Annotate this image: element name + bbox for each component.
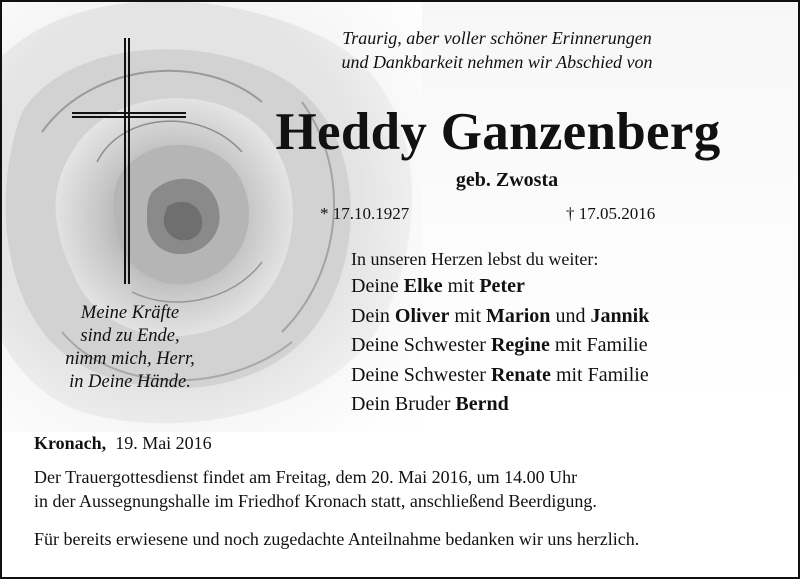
service-line-1: Der Trauergottesdienst findet am Freitag, dem 20. Mai 2016, um 14.00 Uhr xyxy=(34,467,578,487)
service-info xyxy=(34,465,597,513)
service-line-2: in der Aussegnungshalle im Friedhof Kronach statt, anschließend Beerdigung. xyxy=(34,491,597,511)
verse-line: Meine Kräfte xyxy=(80,303,180,323)
deceased-name: Heddy Ganzenberg xyxy=(275,103,721,161)
birth-date: * 17.10.1927 xyxy=(320,204,410,223)
mourner-text: mit xyxy=(442,275,480,297)
birth-name: geb. Zwosta xyxy=(455,169,559,191)
mourner-text: und xyxy=(550,304,591,327)
place-date xyxy=(34,432,212,454)
mourner-line xyxy=(351,272,649,302)
mourner-text: Dein Bruder xyxy=(351,393,456,415)
mourner-line xyxy=(351,331,649,361)
verse-line: nimm mich, Herr, xyxy=(65,349,195,369)
mourner-name: Elke xyxy=(403,275,443,297)
mourner-line xyxy=(351,361,649,391)
place: Kronach, xyxy=(34,433,107,453)
cross-icon xyxy=(72,38,188,288)
mourners-intro: In unseren Herzen lebst du weiter: xyxy=(351,249,599,269)
mourner-text: mit Familie xyxy=(549,334,648,356)
verse xyxy=(32,302,228,394)
mourner-name: Peter xyxy=(479,275,525,297)
mourner-text: Deine Schwester xyxy=(351,363,491,386)
mourner-name: Oliver xyxy=(394,304,450,327)
mourner-name: Marion xyxy=(486,304,551,327)
mourner-text: Deine xyxy=(351,275,404,297)
intro-line-1: Traurig, aber voller schöner Erinnerungen xyxy=(342,28,652,48)
mourner-line xyxy=(351,302,649,332)
notice-date: 19. Mai 2016 xyxy=(115,433,212,453)
intro-text xyxy=(292,26,702,74)
mourner-line xyxy=(351,390,649,420)
mourner-text: Deine Schwester xyxy=(351,334,491,356)
mourner-name: Jannik xyxy=(590,304,650,327)
verse-line: sind zu Ende, xyxy=(80,326,180,346)
mourner-text: Dein xyxy=(351,304,395,327)
mourner-name: Renate xyxy=(490,363,551,386)
mourner-name: Regine xyxy=(490,334,550,356)
verse-line: in Deine Hände. xyxy=(69,372,191,392)
mourner-text: mit xyxy=(449,304,486,327)
death-date: † 17.05.2016 xyxy=(566,204,656,223)
mourner-text: mit Familie xyxy=(550,363,649,386)
mourner-name: Bernd xyxy=(455,393,509,415)
intro-line-2: und Dankbarkeit nehmen wir Abschied von xyxy=(341,52,653,72)
mourners-list xyxy=(351,272,649,420)
thanks-text: Für bereits erwiesene und noch zugedachte Anteilnahme bedanken wir uns herzlich. xyxy=(34,529,640,549)
